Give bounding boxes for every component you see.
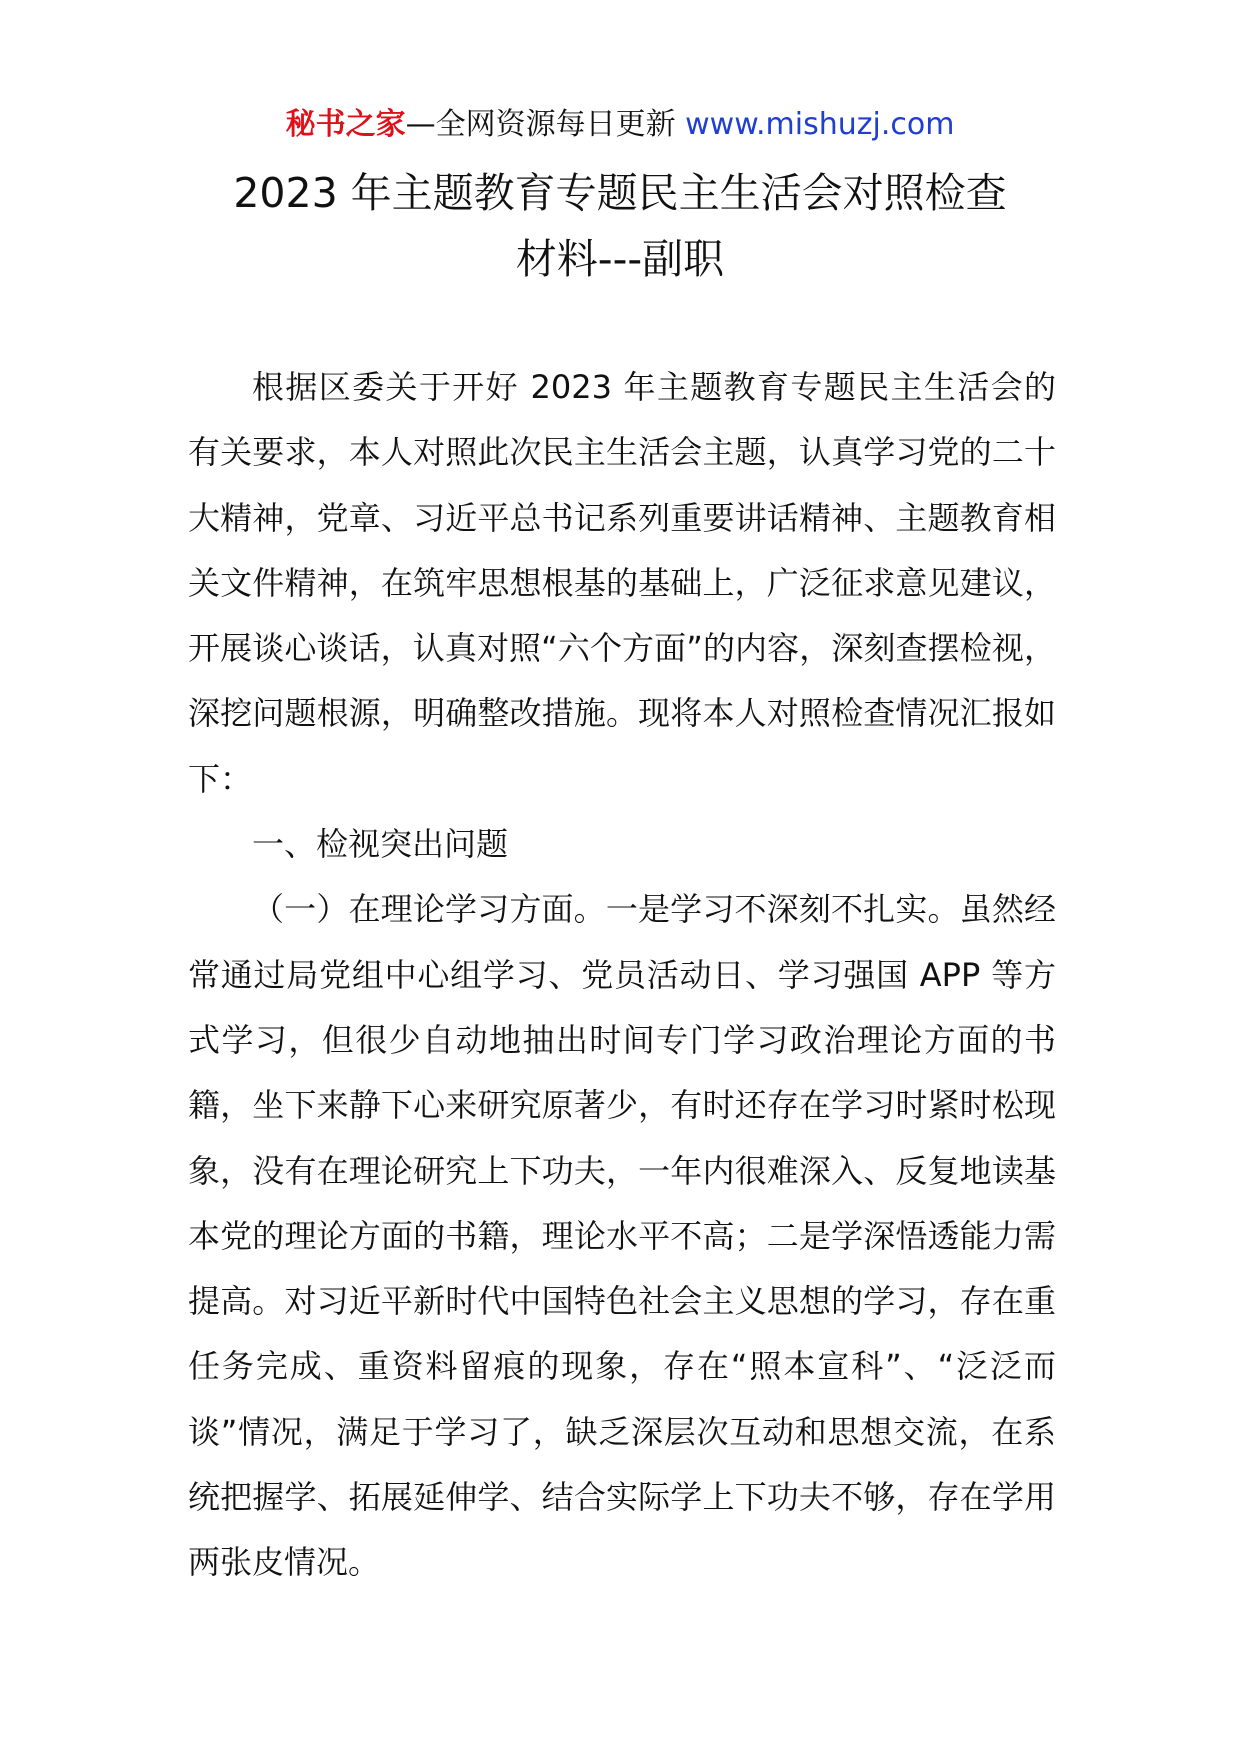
site-slogan: —全网资源每日更新 xyxy=(405,107,686,142)
document-body xyxy=(188,355,1056,1596)
section-heading-1: 一、检视突出问题 xyxy=(252,825,509,864)
paragraph-intro: 根据区委关于开好 2023 年主题教育专题民主生活会的有关要求，本人对照此次民主生活会主题，认真学习党的二十大精神，党章、习近平总书记系列重要讲话精神、主题教育相关文件精神，在筑牢思想根基的基础上，广泛征求意见建议，开展谈心谈话，认真对照“六个方面”的内容，深刻查摆检视，深挖问题根源，明确整改措施。现将本人对照检查情况汇报如下： xyxy=(188,368,1056,798)
site-header xyxy=(0,100,1240,150)
site-url-link[interactable]: www.mishuzj.com xyxy=(685,107,955,142)
site-brand: 秘书之家 xyxy=(285,107,406,142)
paragraph-theory-study: （一）在理论学习方面。一是学习不深刻不扎实。虽然经常通过局党组中心组学习、党员活动日、学习强国 APP 等方式学习，但很少自动地抽出时间专门学习政治理论方面的书籍，坐下来静下心来研究原著少，有时还存在学习时紧时松现象，没有在理论研究上下功夫，一年内很难深入、反复地读基本党的理论方面的书籍，理论水平不高；二是学深悟透能力需提高。对习近平新时代中国特色社会主义思想的学习，存在重任务完成、重资料留痕的现象，存在“照本宣科”、“泛泛而谈”情况，满足于学习了，缺乏深层次互动和思想交流，在系统把握学、拓展延伸学、结合实际学上下功夫不够，存在学用两张皮情况。 xyxy=(188,890,1056,1582)
title-line-2: 材料---副职 xyxy=(515,235,725,283)
title-line-1: 2023 年主题教育专题民主生活会对照检查 xyxy=(233,169,1007,217)
document-title xyxy=(0,160,1240,292)
